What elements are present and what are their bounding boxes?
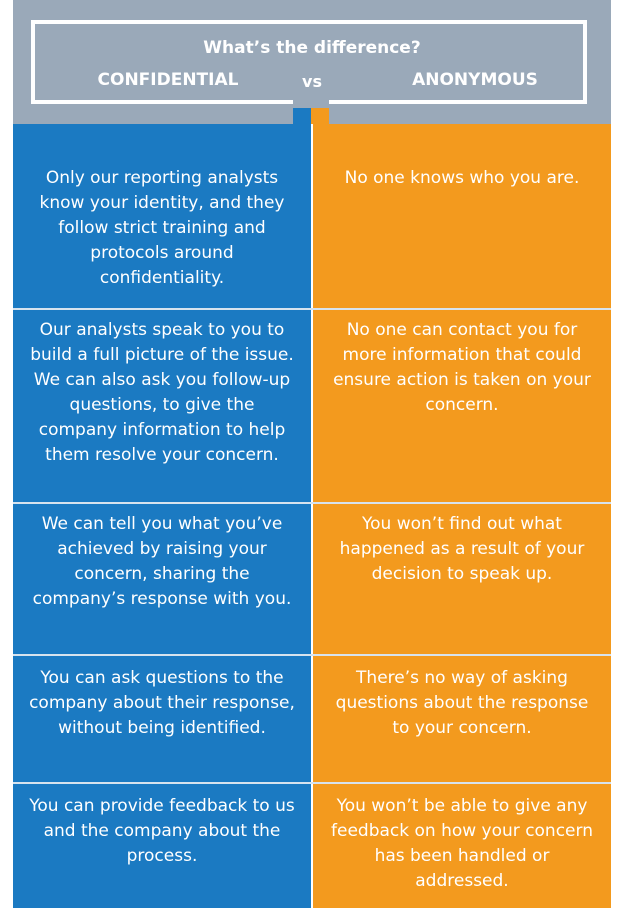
confidential-cell: Only our reporting analysts know your identity, and they follow strict training and protocols around confidentiality. bbox=[13, 124, 311, 308]
confidential-cell: Our analysts speak to you to build a full picture of the issue. We can also ask you follow-up questions, to give the company information to help them resolve your concern. bbox=[13, 310, 311, 502]
header-panel bbox=[13, 0, 611, 124]
confidential-cell: You can ask questions to the company about their response, without being identified. bbox=[13, 656, 311, 782]
anonymous-cell: There’s no way of asking questions about the response to your concern. bbox=[313, 656, 611, 782]
vs-label: vs bbox=[302, 72, 322, 91]
confidential-cell: We can tell you what you’ve achieved by raising your concern, sharing the company’s response with you. bbox=[13, 504, 311, 654]
comparison-row bbox=[13, 504, 611, 656]
comparison-row bbox=[13, 310, 611, 504]
header-notch bbox=[293, 100, 329, 124]
header-border-box bbox=[31, 20, 587, 104]
header-title: What’s the difference? bbox=[203, 38, 421, 58]
anonymous-cell: No one can contact you for more information that could ensure action is taken on your concern. bbox=[313, 310, 611, 502]
anonymous-heading: ANONYMOUS bbox=[412, 70, 538, 90]
comparison-rows bbox=[13, 124, 611, 908]
notch-confidential-tab bbox=[293, 108, 311, 124]
notch-anonymous-tab bbox=[311, 108, 329, 124]
anonymous-cell: You won’t be able to give any feedback on how your concern has been handled or addressed. bbox=[313, 784, 611, 908]
anonymous-cell: No one knows who you are. bbox=[313, 124, 611, 308]
comparison-row bbox=[13, 124, 611, 310]
comparison-infographic bbox=[13, 0, 611, 908]
anonymous-cell: You won’t find out what happened as a result of your decision to speak up. bbox=[313, 504, 611, 654]
comparison-row bbox=[13, 656, 611, 784]
comparison-row bbox=[13, 784, 611, 908]
confidential-cell: You can provide feedback to us and the company about the process. bbox=[13, 784, 311, 908]
confidential-heading: CONFIDENTIAL bbox=[97, 70, 239, 90]
